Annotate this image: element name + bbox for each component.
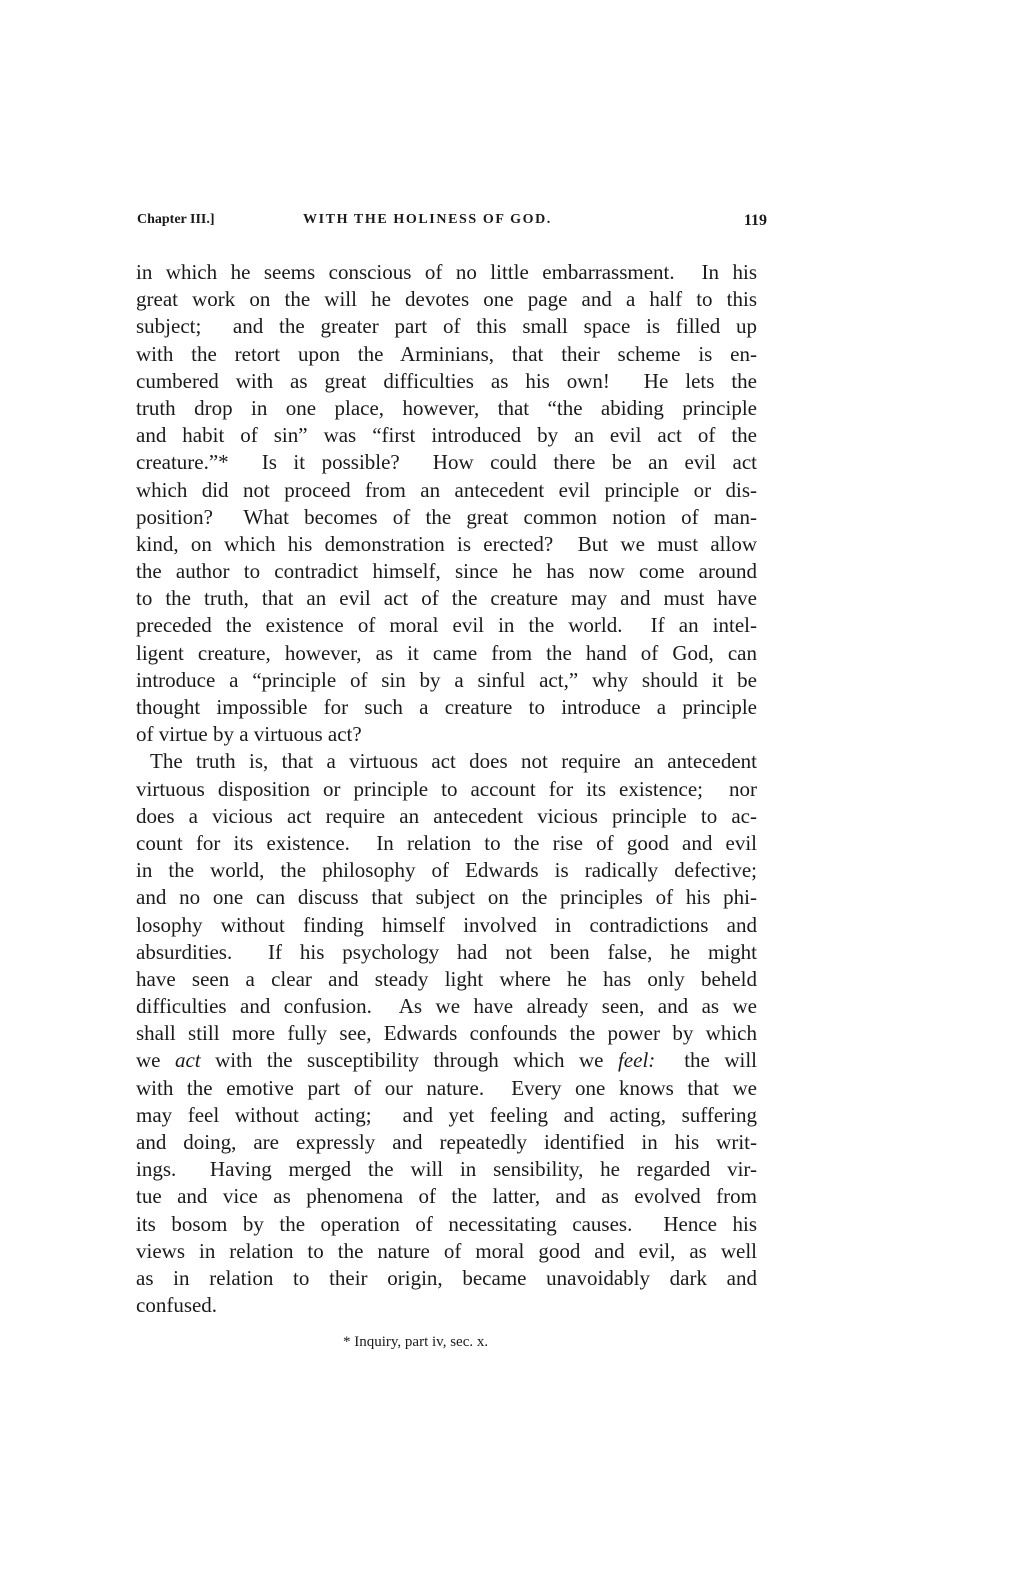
line-text: which did not proceed from an antecedent evil principle or dis- <box>136 477 757 502</box>
body-text <box>136 259 757 1319</box>
text-line <box>136 395 757 422</box>
line-text: its bosom by the operation of necessitating causes. Hence his <box>136 1211 757 1236</box>
line-text: have seen a clear and steady light where he has only beheld <box>136 966 757 991</box>
line-text: The truth is, that a virtuous act does not require an antecedent <box>150 749 757 774</box>
line-text: and habit of sin” was “first introduced by an evil act of the <box>136 423 757 448</box>
text-line <box>136 667 757 694</box>
text-line <box>136 477 757 504</box>
line-text: difficulties and confusion. As we have already seen, and as we <box>136 994 757 1019</box>
line-text: count for its existence. In relation to the rise of good and evil <box>136 830 757 855</box>
line-text: views in relation to the nature of moral good and evil, as well <box>136 1238 757 1263</box>
running-header <box>137 212 767 232</box>
line-text: losophy without finding himself involved in contradictions and <box>136 912 757 937</box>
text-line <box>136 341 757 368</box>
line-text: kind, on which his demonstration is erected? But we must allow <box>136 531 757 556</box>
text-line <box>136 1047 757 1074</box>
line-text: tue and vice as phenomena of the latter, and as evolved from <box>136 1184 757 1209</box>
line-text: the will <box>655 1048 757 1073</box>
footnote-text: * Inquiry, part iv, sec. x. <box>343 1334 489 1350</box>
running-title: WITH THE HOLINESS OF GOD. <box>303 212 552 227</box>
text-line <box>136 640 757 667</box>
text-line <box>136 1102 757 1129</box>
text-line <box>136 286 757 313</box>
line-text: shall still more fully see, Edwards confounds the power by which <box>136 1021 757 1046</box>
text-line <box>136 531 757 558</box>
line-text: confused. <box>136 1293 218 1318</box>
line-text: absurdities. If his psychology had not been false, he might <box>136 939 757 964</box>
text-line <box>136 504 757 531</box>
line-text: with the emotive part of our nature. Every one knows that we <box>136 1075 757 1100</box>
line-text: virtuous disposition or principle to account for its existence; nor <box>136 776 757 801</box>
text-line <box>136 1183 757 1210</box>
text-line <box>136 721 757 748</box>
line-text: great work on the will he devotes one page and a half to this <box>136 287 757 312</box>
line-text: as in relation to their origin, became unavoidably dark and <box>136 1265 757 1290</box>
text-line <box>136 1020 757 1047</box>
text-line <box>136 694 757 721</box>
line-text: subject; and the greater part of this small space is filled up <box>136 314 757 339</box>
text-line <box>136 313 757 340</box>
text-line <box>136 1075 757 1102</box>
line-text: in which he seems conscious of no little embarrassment. In his <box>136 260 757 284</box>
text-line <box>136 585 757 612</box>
text-line <box>136 1265 757 1292</box>
line-text: introduce a “principle of sin by a sinful act,” why should it be <box>136 667 757 692</box>
text-line <box>136 422 757 449</box>
line-text: in the world, the philosophy of Edwards is radically defective; <box>136 858 757 883</box>
line-text: the author to contradict himself, since he has now come around <box>136 559 757 584</box>
line-text: thought impossible for such a creature to introduce a principle <box>136 695 757 719</box>
text-line <box>136 259 757 286</box>
line-text: ligent creature, however, as it came from the hand of God, can <box>136 640 757 665</box>
line-text: preceded the existence of moral evil in the world. If an intel- <box>136 613 757 638</box>
text-line <box>136 803 757 830</box>
text-line <box>136 748 757 775</box>
line-text: ings. Having merged the will in sensibility, he regarded vir- <box>136 1157 757 1182</box>
line-text: with the susceptibility through which we <box>200 1048 618 1073</box>
emphasis-text: act <box>174 1048 201 1073</box>
text-line <box>136 1156 757 1183</box>
page-number: 119 <box>743 212 767 229</box>
line-text: may feel without acting; and yet feeling and acting, suffering <box>136 1102 757 1127</box>
text-line <box>136 1211 757 1238</box>
line-text: cumbered with as great difficulties as his own! He lets the <box>136 368 757 393</box>
emphasis-text: feel: <box>617 1048 656 1073</box>
line-text: position? What becomes of the great common notion of man- <box>136 504 757 529</box>
line-text: with the retort upon the Arminians, that their scheme is en- <box>136 341 757 366</box>
text-line <box>136 993 757 1020</box>
line-text: does a vicious act require an antecedent vicious principle to ac- <box>136 803 757 828</box>
text-line <box>136 857 757 884</box>
line-text: creature.”* Is it possible? How could there be an evil act <box>136 450 757 475</box>
text-line <box>136 912 757 939</box>
text-line <box>136 449 757 476</box>
line-text: and doing, are expressly and repeatedly identified in his writ- <box>136 1130 757 1154</box>
line-text: to the truth, that an evil act of the creature may and must have <box>136 586 757 611</box>
text-line <box>136 1238 757 1265</box>
text-line <box>136 558 757 585</box>
line-text: we <box>136 1048 175 1073</box>
text-line <box>136 884 757 911</box>
line-text: truth drop in one place, however, that “the abiding principle <box>136 395 757 420</box>
line-text: and no one can discuss that subject on the principles of his phi- <box>136 885 757 910</box>
line-text: of virtue by a virtuous act? <box>136 722 362 747</box>
text-line <box>136 776 757 803</box>
text-line <box>136 368 757 395</box>
text-line <box>136 1292 757 1319</box>
text-line <box>136 830 757 857</box>
text-line <box>136 612 757 639</box>
chapter-label: Chapter III.] <box>137 212 215 227</box>
text-line <box>136 966 757 993</box>
text-line <box>136 1129 757 1156</box>
text-line <box>136 939 757 966</box>
